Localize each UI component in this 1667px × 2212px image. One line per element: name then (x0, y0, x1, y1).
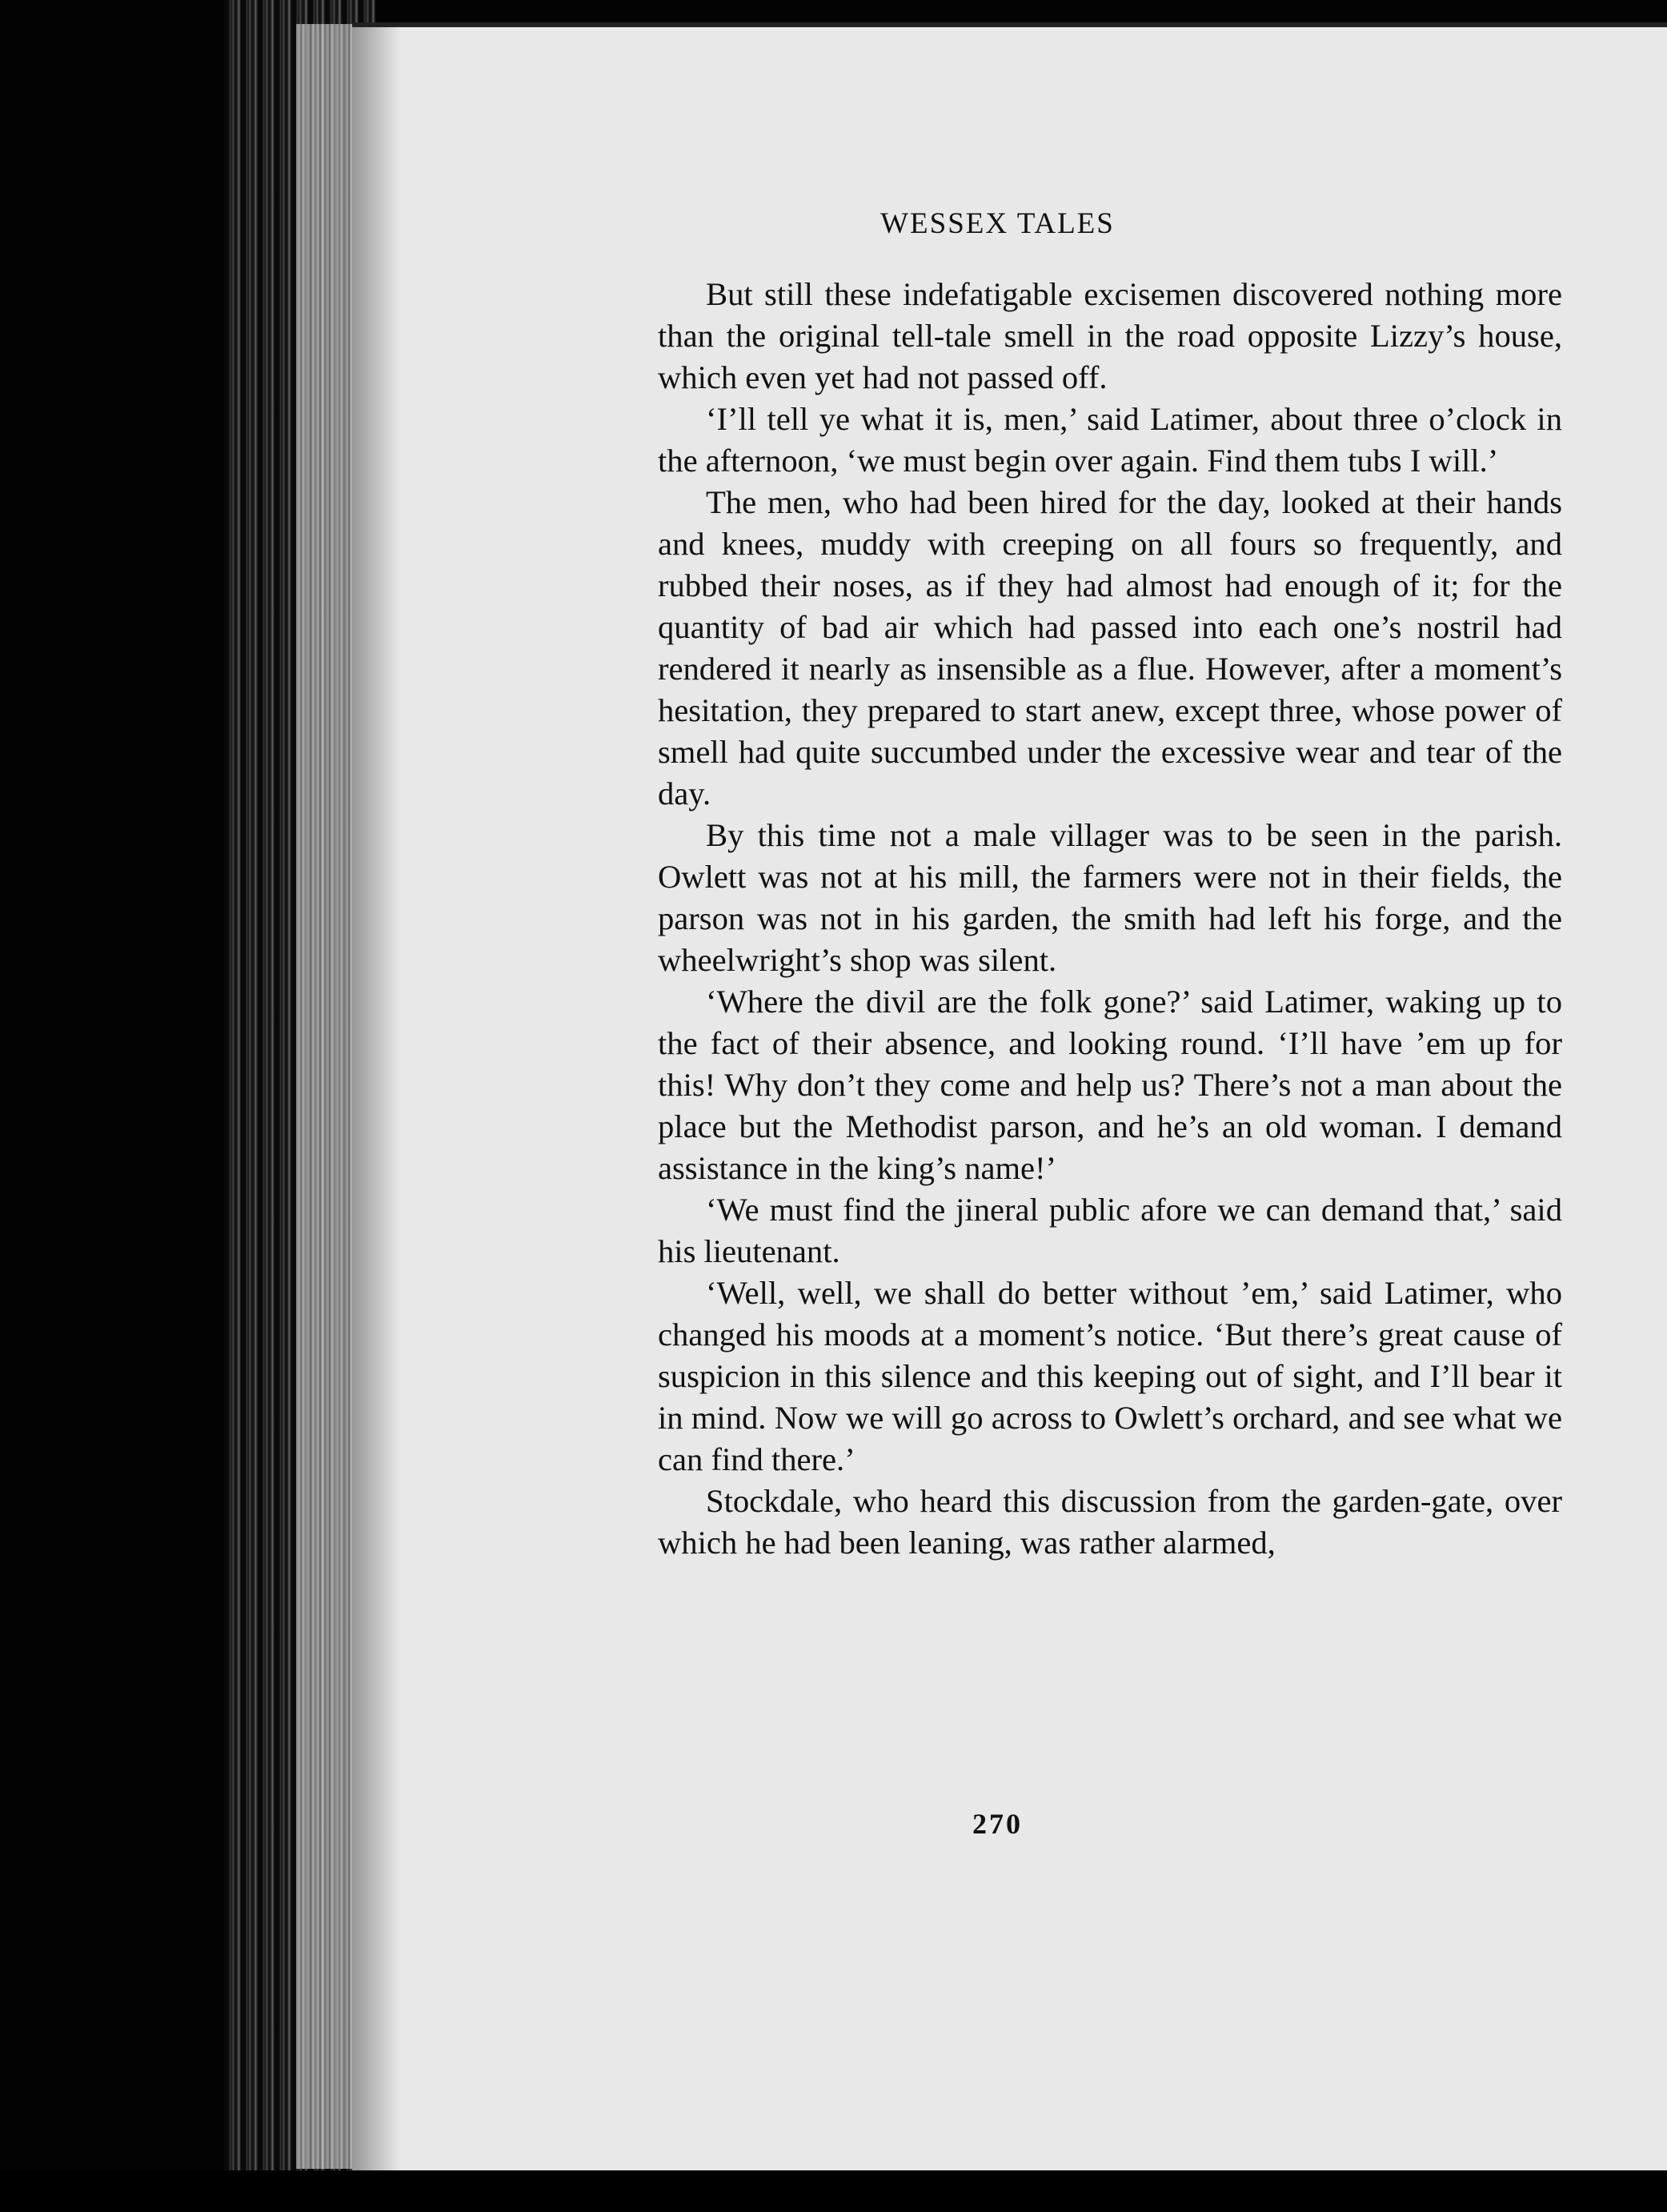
page-number: 270 (972, 1808, 1023, 1840)
scan-bottom-edge (0, 2170, 1667, 2212)
paragraph: ‘We must find the jineral public afore we can demand that,’ said his lieutenant. (658, 1192, 1562, 1269)
paragraph: But still these indefatigable excisemen discovered nothing more than the original tell-tale smell in the road opposite Lizzy’s house, which even yet had not passed off. (658, 276, 1562, 395)
book-page-edges-light (296, 24, 360, 2169)
paragraph: ‘Where the divil are the folk gone?’ said Latimer, waking up to the fact of their absence, and looking round. ‘I’ll have ’em up for this! Why don’t they come and help us? There’s not a man about the place but the Methodist parson, and he’s an old woman. I demand assistance in the king’s name!’ (658, 984, 1562, 1186)
paragraph: The men, who had been hired for the day, looked at their hands and knees, muddy with creeping on all fours so frequently, and rubbed their noses, as if they had almost had enough of it; for the quantity of bad air which had passed into each one’s nostril had rendered it nearly as insensible as a flue. However, after a moment’s hesitation, they prepared to start anew, except three, whose power of smell had quite succumbed under the excessive wear and tear of the day. (658, 484, 1562, 811)
running-head: WESSEX TALES (880, 207, 1115, 240)
paragraph: ‘I’ll tell ye what it is, men,’ said Latimer, about three o’clock in the afternoon, ‘we must begin over again. Find them tubs I will.’ (658, 401, 1562, 479)
paragraph: ‘Well, well, we shall do better without ’em,’ said Latimer, who changed his moods at a moment’s notice. ‘But there’s great cause of suspicion in this silence and this keeping out of sight, and I’ll bear it in mind. Now we will go across to Owlett’s orchard, and see what we can find there.’ (658, 1275, 1562, 1477)
paragraph: Stockdale, who heard this discussion from the garden-gate, over which he had been leaning, was rather alarmed, (658, 1483, 1562, 1561)
gutter-shadow (352, 27, 400, 2188)
paragraph: By this time not a male villager was to be seen in the parish. Owlett was not at his mill, the farmers were not in their fields, the parson was not in his garden, the smith had left his forge, and the wheelwright’s shop was silent. (658, 817, 1562, 978)
body-text (658, 274, 1562, 1564)
